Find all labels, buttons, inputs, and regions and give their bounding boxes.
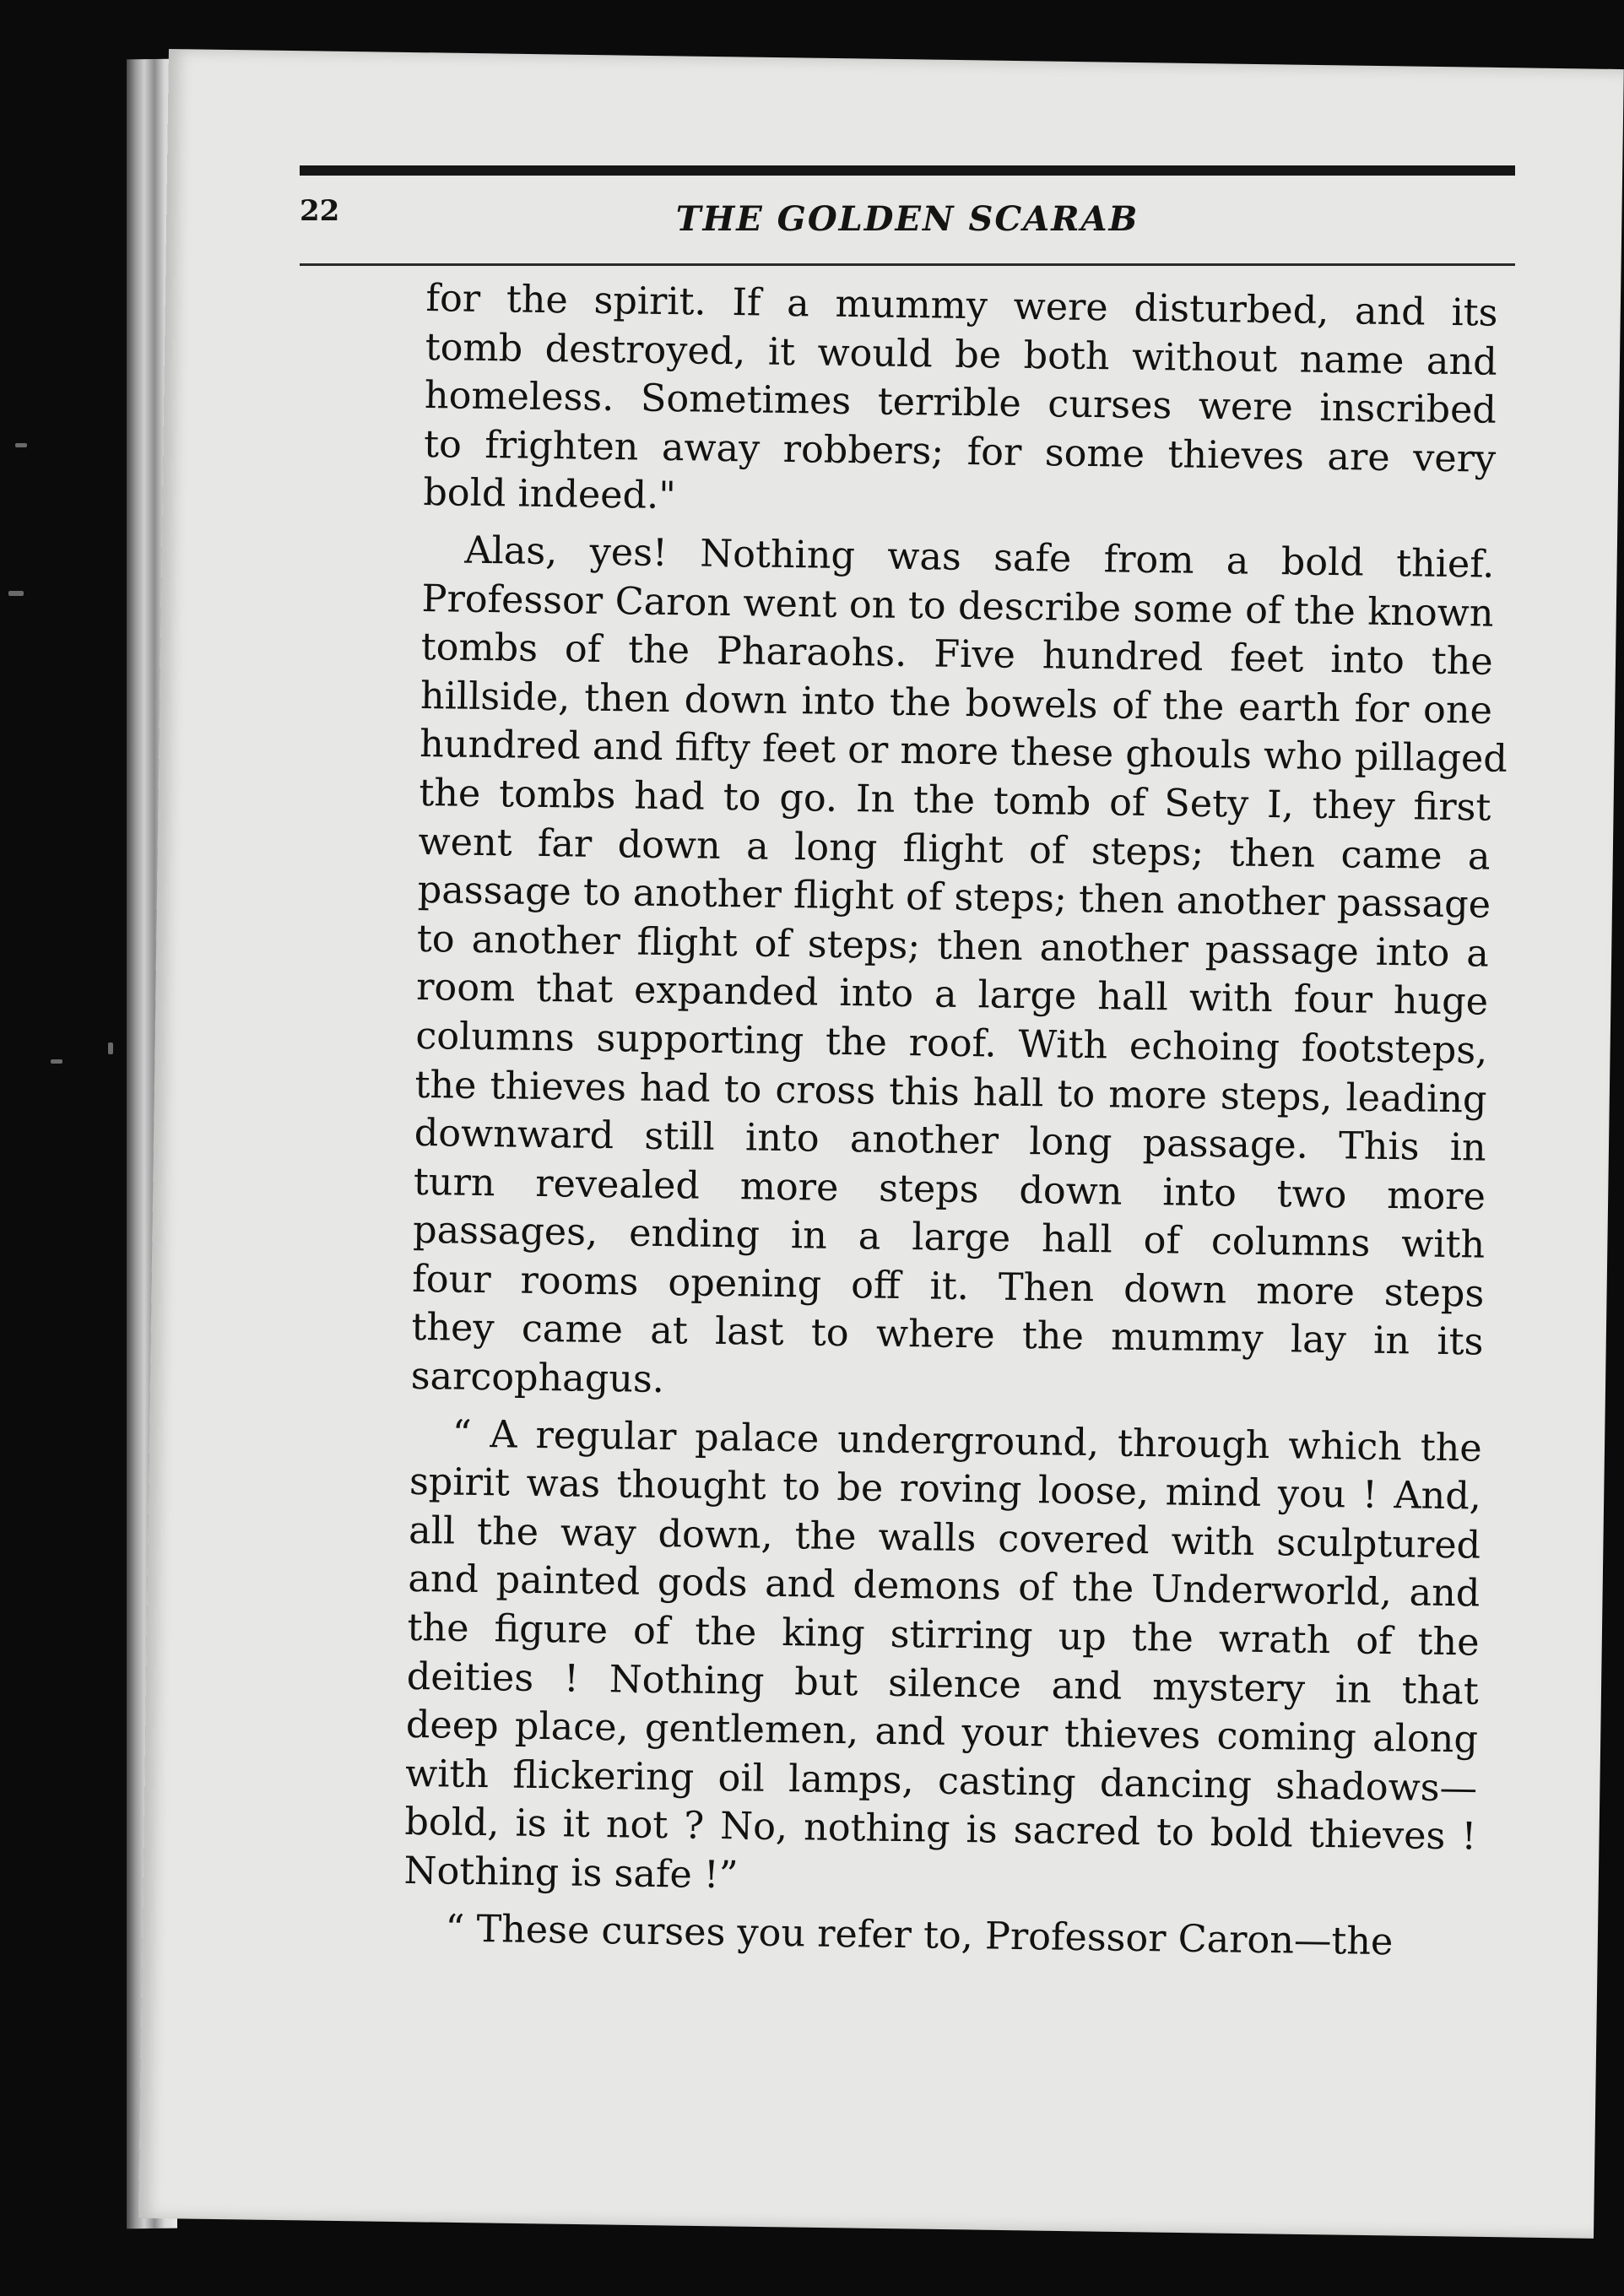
text-line: to another flight of steps; then another passage into a <box>416 917 1490 976</box>
text-line: went far down a long flight of steps; then came a <box>418 820 1491 879</box>
text-line: Alas, yes! Nothing was safe from a bold thief. <box>464 528 1495 587</box>
text-line: sarcophagus. <box>410 1354 665 1402</box>
page-number: 22 <box>300 194 340 228</box>
margin-speck <box>51 1059 62 1064</box>
margin-speck <box>108 1042 113 1054</box>
running-header <box>300 127 1515 295</box>
text-line: “ A regular palace underground, through which the <box>452 1412 1483 1470</box>
text-line: homeless. Sometimes terrible curses were inscribed <box>424 374 1497 432</box>
body-text <box>403 274 1508 1968</box>
text-line: spirit was thought to be roving loose, mind you ! And, <box>409 1460 1482 1519</box>
header-rule-thick <box>300 165 1515 176</box>
text-line: deities ! Nothing but silence and mystery in that <box>406 1654 1480 1714</box>
text-line: “ These curses you refer to, Professor Caron—the <box>445 1907 1394 1963</box>
text-line: hillside, then down into the bowels of the earth for one <box>420 674 1493 733</box>
text-line: the figure of the king stirring up the wrath of the <box>407 1606 1480 1665</box>
running-title: THE GOLDEN SCARAB <box>675 199 1140 239</box>
text-line: columns supporting the roof. With echoing footsteps, <box>415 1014 1488 1073</box>
text-line: downward still into another long passage. This in <box>414 1111 1487 1170</box>
text-line: passages, ending in a large hall of columns with <box>412 1209 1486 1267</box>
text-line: tomb destroyed, it would be both without name and <box>425 325 1498 384</box>
text-line: the thieves had to cross this hall to more steps, leading <box>414 1063 1487 1122</box>
text-line: Nothing is safe !” <box>403 1849 739 1898</box>
text-line: bold, is it not ? No, nothing is sacred to bold thieves ! <box>404 1801 1477 1859</box>
text-line: for the spirit. If a mummy were disturbed, and its <box>425 276 1498 335</box>
text-line: they came at last to where the mummy lay in its <box>411 1306 1484 1365</box>
text-line: Professor Caron went on to describe some of the known <box>421 577 1494 636</box>
paragraph <box>423 274 1498 533</box>
text-line: bold indeed." <box>423 471 677 518</box>
margin-speck <box>15 443 27 447</box>
text-line: and painted gods and demons of the Underworld, and <box>408 1557 1481 1616</box>
text-line: four rooms opening off it. Then down more steps <box>412 1257 1485 1316</box>
text-line: turn revealed more steps down into two more <box>413 1160 1486 1219</box>
text-line: all the way down, the walls covered with sculptured <box>408 1508 1481 1568</box>
text-line: deep place, gentlemen, and your thieves coming along <box>405 1703 1479 1762</box>
text-line: passage to another flight of steps; then another passage <box>417 869 1491 927</box>
header-rule-thin <box>300 263 1515 266</box>
margin-speck <box>8 591 24 596</box>
text-line: the tombs had to go. In the tomb of Sety I, they first <box>419 771 1491 830</box>
text-line: tombs of the Pharaohs. Five hundred feet into the <box>420 625 1494 684</box>
text-line: to frighten away robbers; for some thieves are very <box>423 422 1497 481</box>
paragraph <box>410 526 1508 1416</box>
text-line: room that expanded into a large hall with four huge <box>415 966 1489 1024</box>
text-line: with flickering oil lamps, casting dancing shadows— <box>404 1752 1478 1811</box>
paragraph <box>403 1410 1482 1911</box>
text-line: hundred and fifty feet or more these ghouls who pillaged <box>419 723 1508 782</box>
